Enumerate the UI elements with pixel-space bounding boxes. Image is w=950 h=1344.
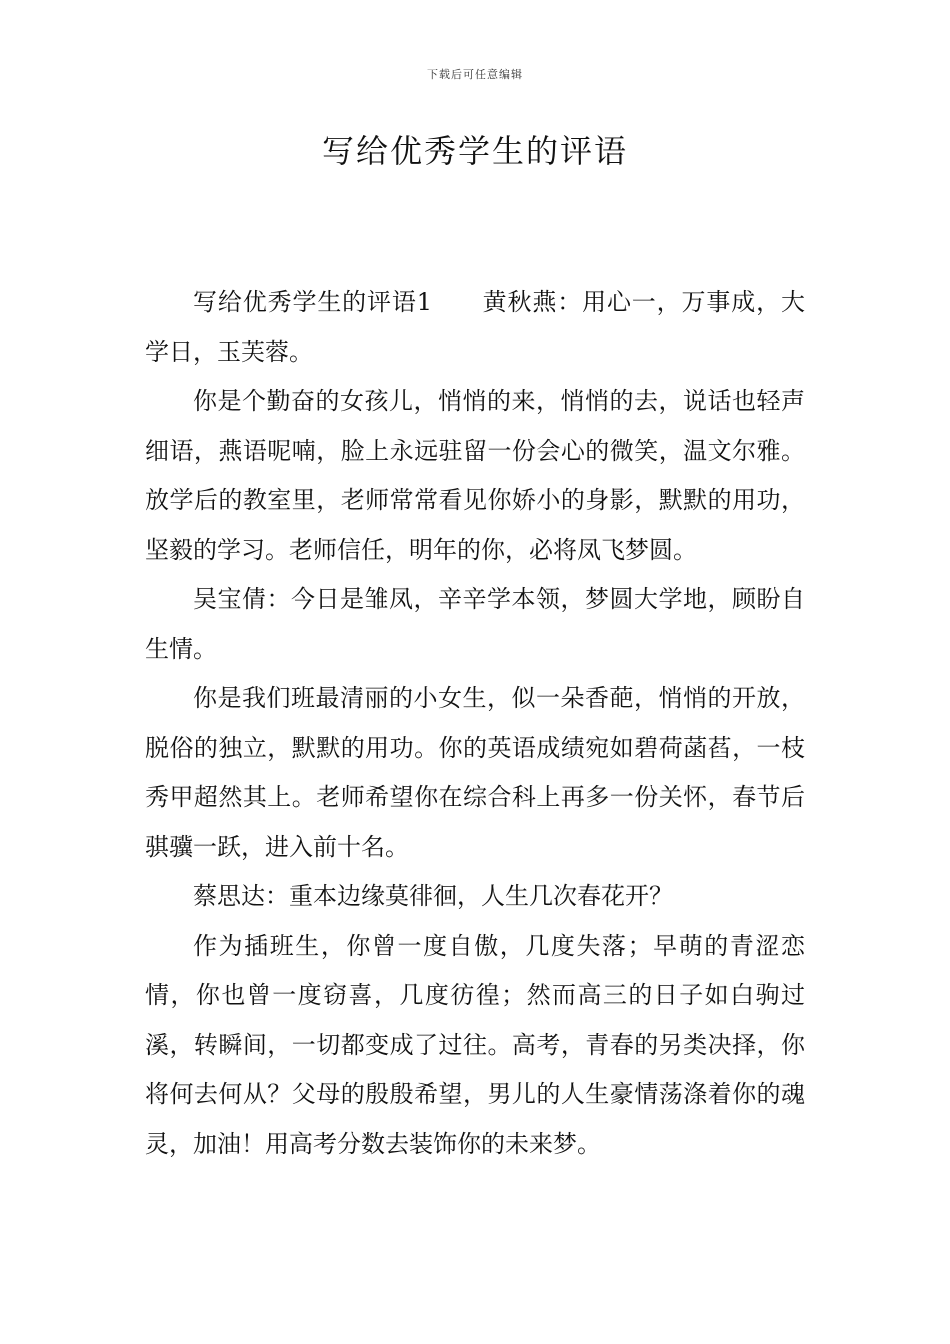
paragraph: 蔡思达：重本边缘莫徘徊，人生几次春花开？	[193, 882, 673, 910]
paragraph: 作为插班生，你曾一度自傲，几度失落；早萌的青涩恋情，你也曾一度窃喜，几度彷徨；然而高三的日子如白驹过溪，转瞬间，一切都变成了过往。高考，青春的另类决择，你将何去何从？父母的殷殷希望，男儿的人生豪情荡涤着你的魂灵，加油！用高考分数去装饰你的未来梦。	[145, 931, 805, 1158]
document-title: 写给优秀学生的评语	[321, 132, 628, 170]
document-body	[145, 278, 805, 1169]
paragraph: 写给优秀学生的评语1 黄秋燕：用心一，万事成，大学日，玉芙蓉。	[145, 288, 805, 366]
paragraph: 吴宝倩：今日是雏凤，辛辛学本领，梦圆大学地，顾盼自生情。	[145, 585, 805, 663]
header-note: 下载后可任意编辑	[427, 68, 523, 81]
paragraph: 你是我们班最清丽的小女生，似一朵香葩，悄悄的开放，脱俗的独立，默默的用功。你的英语成绩宛如碧荷菡萏，一枝秀甲超然其上。老师希望你在综合科上再多一份关怀，春节后骐骥一跃，进入前十名。	[145, 684, 805, 861]
paragraph: 你是个勤奋的女孩儿，悄悄的来，悄悄的去，说话也轻声细语，燕语呢喃，脸上永远驻留一份会心的微笑，温文尔雅。放学后的教室里，老师常常看见你娇小的身影，默默的用功，坚毅的学习。老师信任，明年的你，必将凤飞梦圆。	[145, 387, 805, 564]
